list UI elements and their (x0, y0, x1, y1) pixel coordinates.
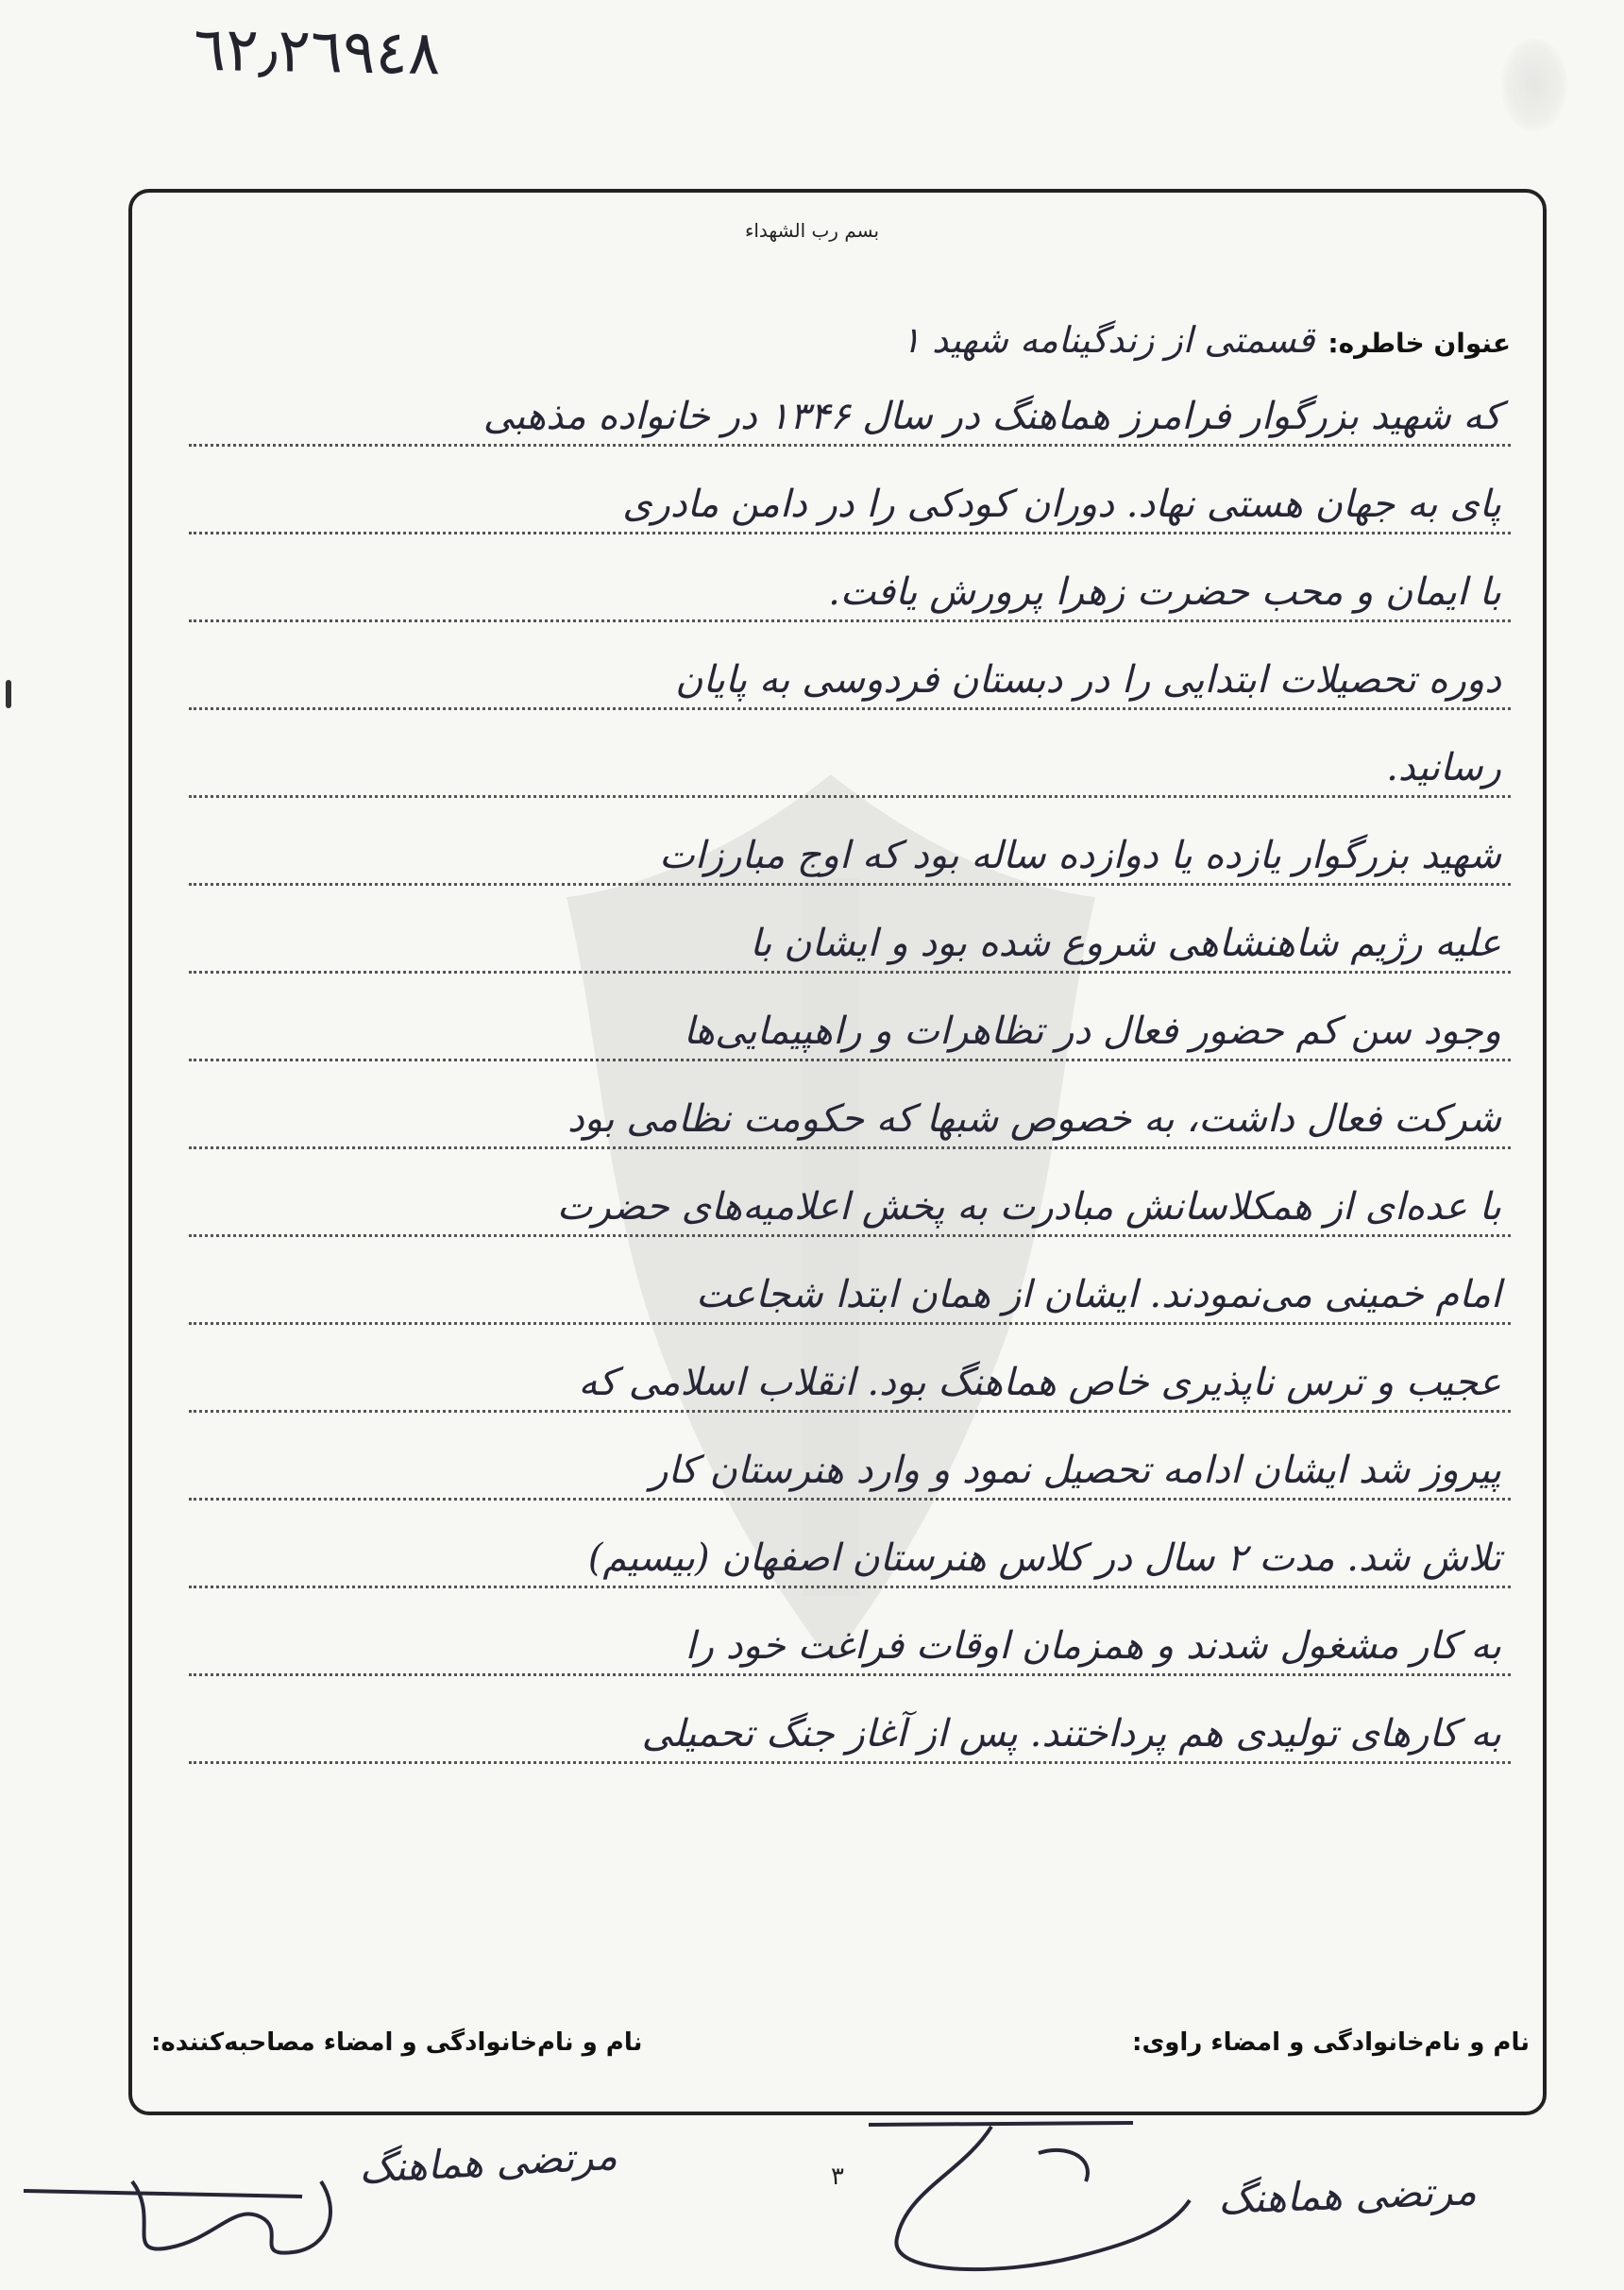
ruled-line (189, 1325, 1511, 1413)
handwritten-line: شهید بزرگوار یازده یا دوازده ساله بود که اوج مبارزات (659, 834, 1501, 877)
handwritten-line: که شهید بزرگوار فرامرز هماهنگ در سال ۱۳۴۶ در خانواده مذهبی (482, 395, 1501, 438)
edge-mark (6, 680, 11, 708)
ruled-line (189, 710, 1511, 798)
ruled-line (189, 798, 1511, 886)
header-title: بسم رب الشهداء (744, 219, 880, 242)
handwritten-name-left: مرتضی هماهنگ (357, 2131, 618, 2193)
ruled-line (189, 1501, 1511, 1588)
handwritten-line: تلاش شد. مدت ۲ سال در کلاس هنرستان اصفهان (بیسیم) (587, 1536, 1501, 1580)
ruled-line (189, 1588, 1511, 1676)
handwritten-name-right: مرتضی هماهنگ (1217, 2167, 1478, 2223)
memory-title-value: قسمتی از زندگینامه شهید ۱ (901, 319, 1315, 361)
ruled-line (189, 1237, 1511, 1325)
handwritten-line: به کارهای تولیدی هم پرداختند. پس از آغاز جنگ تحمیلی (641, 1712, 1501, 1756)
ruled-line (189, 1149, 1511, 1237)
handwritten-line: امام خمینی می‌نمودند. ایشان از همان ابتدا شجاعت (696, 1273, 1501, 1316)
ruled-line (189, 447, 1511, 534)
ruled-line (189, 886, 1511, 974)
punch-hole (1501, 38, 1567, 132)
page-footer-number: ۳ (831, 2163, 844, 2191)
memory-title-row (189, 319, 1511, 361)
handwritten-line: پیروز شد ایشان ادامه تحصیل نمود و وارد هنرستان کار (650, 1449, 1501, 1492)
ruled-line (189, 974, 1511, 1061)
ruled-line (189, 1676, 1511, 1764)
handwritten-line: شرکت فعال داشت، به خصوص شبها که حکومت نظامی بود (567, 1097, 1501, 1141)
interviewer-signature-label: نام و نام‌خانوادگی و امضاء مصاحبه‌کننده: (151, 2028, 643, 2057)
handwritten-line: با عده‌ای از همکلاسانش مبادرت به پخش اعلامیه‌های حضرت (556, 1185, 1501, 1229)
handwritten-line: پای به جهان هستی نهاد. دوران کودکی را در دامن مادری (622, 483, 1501, 526)
ruled-line (189, 1061, 1511, 1149)
ruled-lines (189, 359, 1511, 1764)
signature-right (850, 2115, 1227, 2285)
signature-labels (151, 2028, 1530, 2057)
memory-title-label: عنوان خاطره: (1328, 328, 1511, 359)
page-number-handwritten: ٦٢٫٢٦٩٤٨ (193, 14, 442, 90)
handwritten-line: دوره تحصیلات ابتدایی را در دبستان فردوسی به پایان (675, 658, 1501, 702)
handwritten-line: با ایمان و محب حضرت زهرا پرورش یافت. (828, 570, 1501, 614)
ruled-line (189, 359, 1511, 447)
handwritten-line: عجیب و ترس ناپذیری خاص هماهنگ بود. انقلاب اسلامی که (578, 1361, 1501, 1404)
ruled-line (189, 534, 1511, 622)
narrator-signature-label: نام و نام‌خانوادگی و امضاء راوی: (1132, 2028, 1530, 2057)
handwritten-line: وجود سن کم حضور فعال در تظاهرات و راهپیمایی‌ها (683, 1009, 1501, 1053)
signature-left (19, 2163, 415, 2276)
ruled-line (189, 1413, 1511, 1501)
handwritten-line: علیه رژیم شاهنشاهی شروع شده بود و ایشان با (750, 922, 1501, 965)
ruled-line (189, 622, 1511, 710)
handwritten-line: رسانید. (1386, 746, 1501, 789)
handwritten-line: به کار مشغول شدند و همزمان اوقات فراغت خود را (685, 1624, 1501, 1668)
